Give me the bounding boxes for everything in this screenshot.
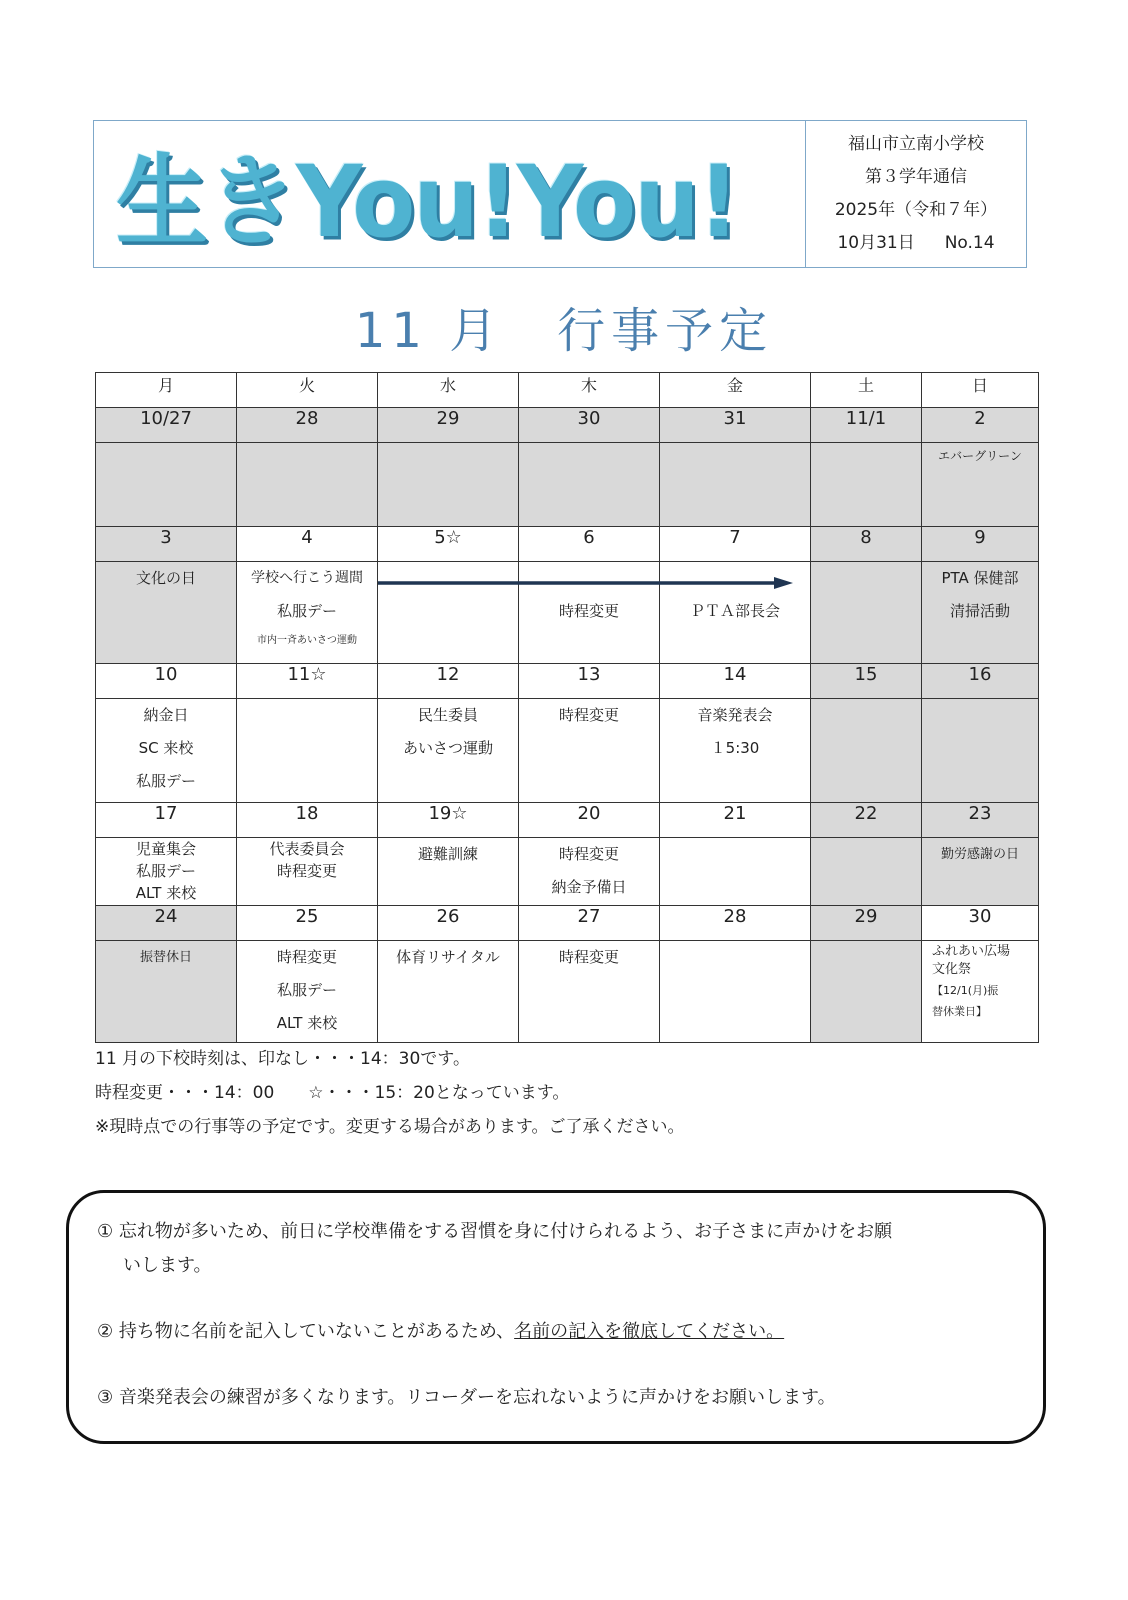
date-cell: 3 <box>96 527 237 562</box>
week-span-arrow <box>378 577 793 589</box>
header-box <box>93 120 1027 268</box>
date-cell: 5☆ <box>378 527 519 562</box>
event-cell <box>237 941 378 1043</box>
event-cell <box>922 443 1039 527</box>
event-calendar <box>95 372 1039 1043</box>
event-text: 清掃活動 <box>949 602 1010 620</box>
weekday-sun: 日 <box>922 373 1039 408</box>
date-cell: 25 <box>237 906 378 941</box>
date-cell: 8 <box>811 527 922 562</box>
event-cell <box>660 699 811 803</box>
weekday-tue: 火 <box>237 373 378 408</box>
event-text: 私服デー <box>276 602 337 620</box>
event-text: エバーグリーン <box>938 449 1022 463</box>
event-text: PTA 保健部 <box>941 569 1019 587</box>
weekday-sat: 土 <box>811 373 922 408</box>
week-4-events <box>96 838 1039 906</box>
date-cell: 10/27 <box>96 408 237 443</box>
week-1-events <box>96 443 1039 527</box>
week-5-dates <box>96 906 1039 941</box>
event-text: ALT 来校 <box>276 1014 338 1032</box>
event-text: ふれあい広場 <box>932 944 1011 959</box>
date-cell: 30 <box>922 906 1039 941</box>
date-cell: 6 <box>519 527 660 562</box>
event-cell <box>922 941 1039 1043</box>
event-text: 民生委員 <box>417 706 478 724</box>
event-text: あいさつ運動 <box>402 739 493 757</box>
issue-line <box>837 227 994 260</box>
date-cell: 27 <box>519 906 660 941</box>
event-text: 体育リサイタル <box>396 948 500 966</box>
event-text: 児童集会 <box>135 840 196 858</box>
event-text: 私服デー <box>135 862 196 880</box>
issue-number: No.14 <box>944 233 995 253</box>
date-cell: 9 <box>922 527 1039 562</box>
masthead-title: 生きYou!You! <box>116 144 738 260</box>
date-cell: 4 <box>237 527 378 562</box>
event-text: SC 来校 <box>138 739 194 757</box>
week-2-dates <box>96 527 1039 562</box>
weekday-header-row <box>96 373 1039 408</box>
event-cell <box>922 562 1039 664</box>
event-text: 納金日 <box>143 706 189 724</box>
event-text: 市内一斉あいさつ運動 <box>257 635 357 646</box>
date-cell: 16 <box>922 664 1039 699</box>
date-cell: 13 <box>519 664 660 699</box>
event-cell <box>378 838 519 906</box>
note-line: 11 月の下校時刻は、印なし・・・14：30です。 <box>95 1049 470 1069</box>
notice-item-2 <box>97 1315 1017 1349</box>
event-cell <box>237 562 378 664</box>
date-cell: 28 <box>660 906 811 941</box>
event-cell <box>811 941 922 1043</box>
event-cell <box>519 699 660 803</box>
event-text: 時程変更 <box>276 948 337 966</box>
page-title: 11 月 行事予定 <box>354 303 774 359</box>
date-cell: 11☆ <box>237 664 378 699</box>
notice-text: ① 忘れ物が多いため、前日に学校準備をする習慣を身に付けられるよう、お子さまに声かけをお願 <box>97 1221 893 1242</box>
date-cell: 29 <box>378 408 519 443</box>
weekday-wed: 水 <box>378 373 519 408</box>
event-text: 振替休日 <box>139 950 192 965</box>
event-text: 私服デー <box>135 772 196 790</box>
event-cell <box>811 443 922 527</box>
event-text: ALT 来校 <box>135 884 197 902</box>
event-cell <box>96 941 237 1043</box>
date-cell: 21 <box>660 803 811 838</box>
arrow-head <box>774 577 793 589</box>
notice-text: ③ 音楽発表会の練習が多くなります。リコーダーを忘れないように声かけをお願いします。 <box>97 1387 836 1408</box>
event-text: ＰＴＡ部長会 <box>689 602 780 620</box>
event-text: 勤労感謝の日 <box>940 847 1019 862</box>
event-cell <box>519 941 660 1043</box>
week-5-events <box>96 941 1039 1043</box>
event-text: 私服デー <box>276 981 337 999</box>
date-cell: 19☆ <box>378 803 519 838</box>
date-cell: 12 <box>378 664 519 699</box>
date-cell: 10 <box>96 664 237 699</box>
event-cell <box>660 838 811 906</box>
notice-box <box>66 1190 1046 1444</box>
event-cell <box>96 699 237 803</box>
event-cell <box>378 443 519 527</box>
date-cell: 15 <box>811 664 922 699</box>
date-cell: 30 <box>519 408 660 443</box>
event-cell <box>922 838 1039 906</box>
event-cell <box>660 941 811 1043</box>
date-cell: 23 <box>922 803 1039 838</box>
event-cell <box>378 699 519 803</box>
event-text: 時程変更 <box>276 862 337 880</box>
event-cell <box>660 443 811 527</box>
newsletter-name: 第３学年通信 <box>865 167 967 187</box>
note-line: ※現時点での行事等の予定です。変更する場合があります。ご了承ください。 <box>95 1117 685 1137</box>
year-label: 2025年（令和７年） <box>834 200 998 220</box>
schedule-notes <box>95 1042 685 1144</box>
event-text: 文化祭 <box>932 962 972 977</box>
notice-emphasis: 名前の記入を徹底してください。 <box>514 1321 785 1342</box>
event-text: 【12/1(月)振 <box>932 984 999 997</box>
event-cell <box>237 443 378 527</box>
school-info <box>806 121 1026 267</box>
event-text: 納金予備日 <box>551 878 627 896</box>
event-cell <box>237 838 378 906</box>
week-3-events <box>96 699 1039 803</box>
notice-item-3 <box>97 1381 1017 1415</box>
notice-text: いします。 <box>123 1255 212 1276</box>
event-text: 時程変更 <box>558 706 619 724</box>
date-cell: 11/1 <box>811 408 922 443</box>
event-text: 文化の日 <box>135 569 196 587</box>
week-1-dates <box>96 408 1039 443</box>
event-cell <box>378 941 519 1043</box>
event-cell <box>519 838 660 906</box>
weekday-mon: 月 <box>96 373 237 408</box>
weekday-fri: 金 <box>660 373 811 408</box>
event-cell <box>237 699 378 803</box>
date-cell: 31 <box>660 408 811 443</box>
notice-item-1 <box>97 1215 1017 1283</box>
date-cell: 2 <box>922 408 1039 443</box>
date-cell: 14 <box>660 664 811 699</box>
event-cell <box>96 562 237 664</box>
event-text: １5:30 <box>710 739 760 757</box>
date-cell: 20 <box>519 803 660 838</box>
event-text: 学校へ行こう週間 <box>251 570 363 586</box>
date-cell: 28 <box>237 408 378 443</box>
week-3-dates <box>96 664 1039 699</box>
event-cell <box>811 562 922 664</box>
event-cell <box>922 699 1039 803</box>
event-text: 替休業日】 <box>932 1005 987 1018</box>
date-cell: 7 <box>660 527 811 562</box>
event-text: 時程変更 <box>558 845 619 863</box>
week-4-dates <box>96 803 1039 838</box>
school-name: 福山市立南小学校 <box>848 134 984 154</box>
event-cell <box>519 443 660 527</box>
issue-date: 10月31日 <box>837 233 915 253</box>
event-text: 代表委員会 <box>269 840 345 858</box>
date-cell: 22 <box>811 803 922 838</box>
date-cell: 26 <box>378 906 519 941</box>
event-cell <box>811 699 922 803</box>
notice-text: ② 持ち物に名前を記入していないことがあるため、 <box>97 1321 515 1342</box>
date-cell: 24 <box>96 906 237 941</box>
event-cell <box>96 443 237 527</box>
event-text: 時程変更 <box>558 602 619 620</box>
weekday-thu: 木 <box>519 373 660 408</box>
event-text: 音楽発表会 <box>697 706 773 724</box>
event-text: 避難訓練 <box>417 845 478 863</box>
masthead <box>94 121 806 267</box>
date-cell: 29 <box>811 906 922 941</box>
event-cell <box>811 838 922 906</box>
date-cell: 17 <box>96 803 237 838</box>
date-cell: 18 <box>237 803 378 838</box>
event-text: 時程変更 <box>558 948 619 966</box>
event-cell <box>96 838 237 906</box>
note-line: 時程変更・・・14：00 ☆・・・15：20となっています。 <box>95 1083 570 1103</box>
